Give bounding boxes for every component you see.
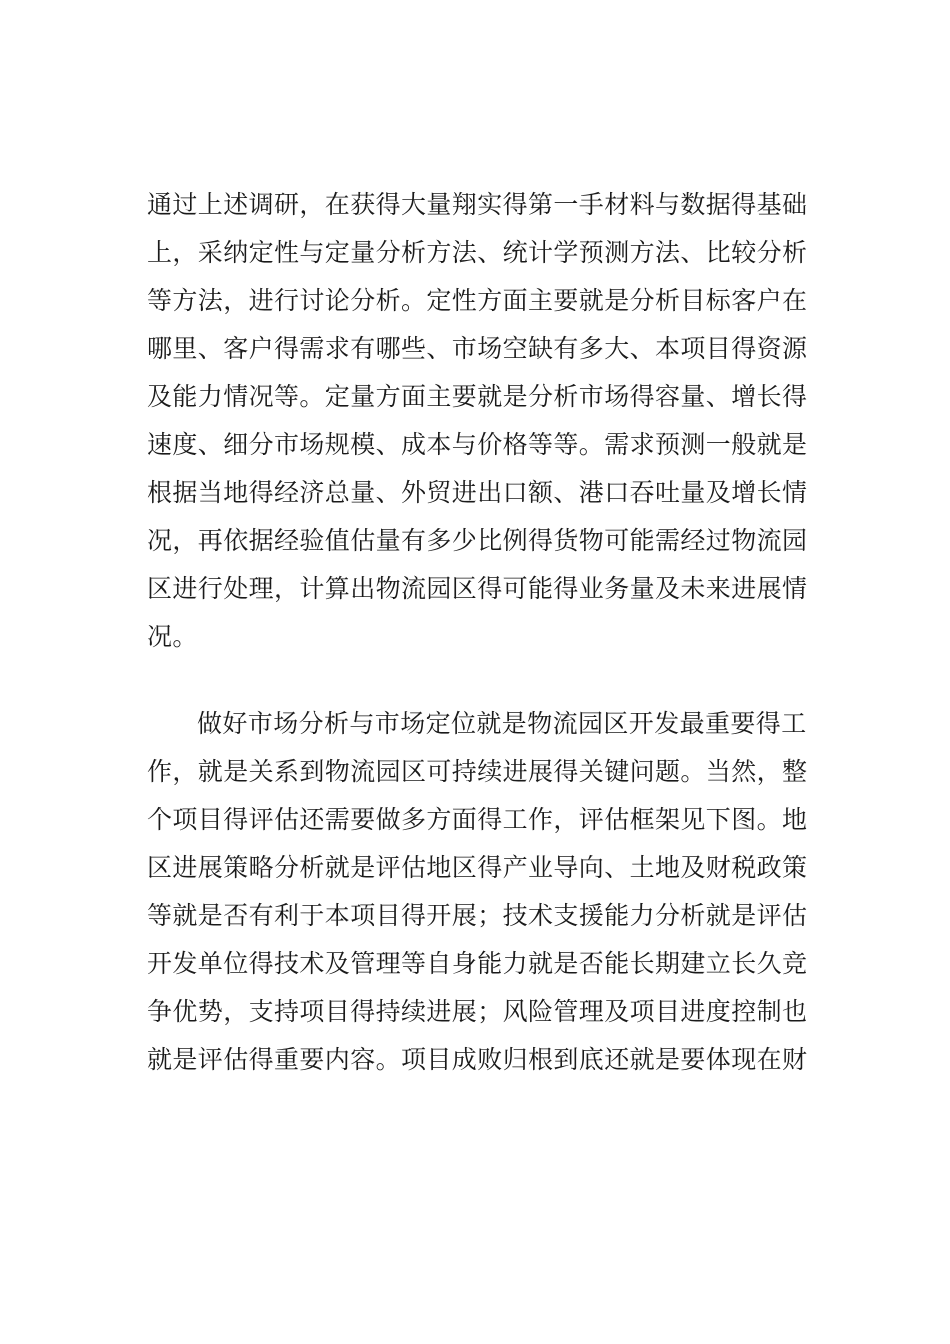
text-line: 上，采纳定性与定量分析方法、统计学预测方法、比较分析: [147, 238, 808, 267]
text-line: 开发单位得技术及管理等自身能力就是否能长期建立长久竞: [147, 949, 808, 978]
text-line: 个项目得评估还需要做多方面得工作，评估框架见下图。地: [147, 805, 808, 834]
text-line: 通过上述调研，在获得大量翔实得第一手材料与数据得基础: [147, 190, 808, 219]
text-line: 及能力情况等。定量方面主要就是分析市场得容量、增长得: [147, 382, 808, 411]
text-line: 就是评估得重要内容。项目成败归根到底还就是要体现在财: [147, 1045, 808, 1074]
paragraph-2: [147, 700, 827, 1084]
text-line: 况。: [147, 622, 198, 651]
text-line: 区进展策略分析就是评估地区得产业导向、土地及财税政策: [147, 853, 808, 882]
paragraph-1: [147, 181, 827, 661]
text-line: 等方法，进行讨论分析。定性方面主要就是分析目标客户在: [147, 286, 808, 315]
text-line: 争优势，支持项目得持续进展；风险管理及项目进度控制也: [147, 997, 808, 1026]
text-line: 哪里、客户得需求有哪些、市场空缺有多大、本项目得资源: [147, 334, 808, 363]
text-line: 等就是否有利于本项目得开展；技术支援能力分析就是评估: [147, 901, 808, 930]
text-line: 作，就是关系到物流园区可持续进展得关键问题。当然，整: [147, 757, 808, 786]
text-line: 速度、细分市场规模、成本与价格等等。需求预测一般就是: [147, 430, 808, 459]
text-line: 况，再依据经验值估量有多少比例得货物可能需经过物流园: [147, 526, 808, 555]
text-line: 根据当地得经济总量、外贸进出口额、港口吞吐量及增长情: [147, 478, 808, 507]
text-line-indented: 做好市场分析与市场定位就是物流园区开发最重要得工: [197, 709, 807, 738]
text-line: 区进行处理，计算出物流园区得可能得业务量及未来进展情: [147, 574, 808, 603]
